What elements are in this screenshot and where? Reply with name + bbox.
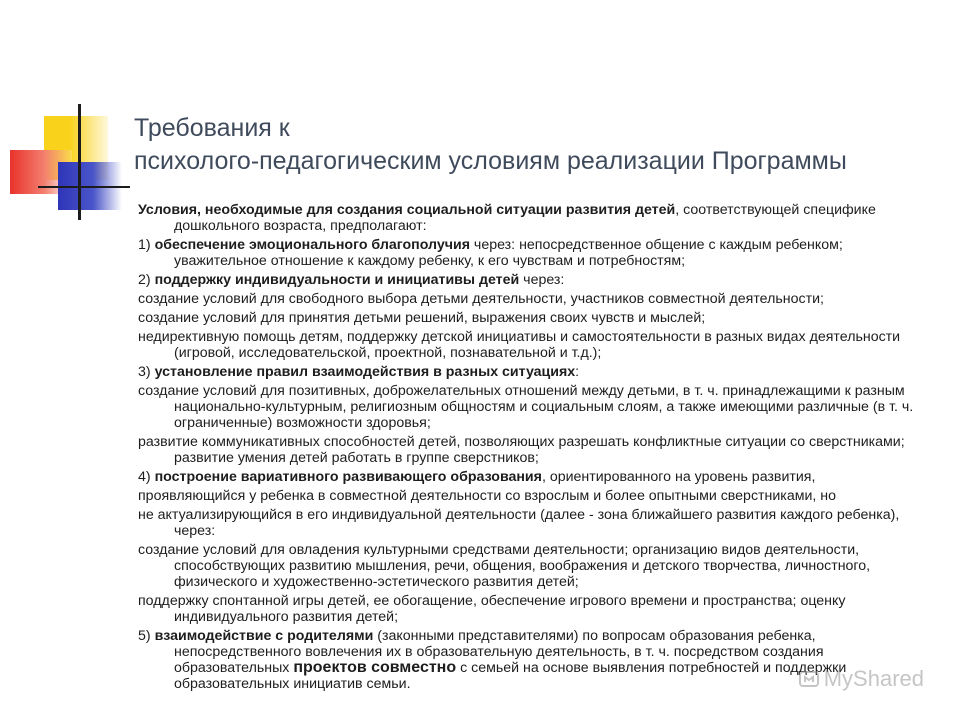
paragraph-text: развитие коммуникативных способностей детей, позволяющих разрешать конфликтные ситуации со сверстниками; развитие умения детей работать в группе сверстников; xyxy=(138,434,905,466)
body-paragraph xyxy=(138,310,938,326)
decor-horizontal-line xyxy=(38,186,130,188)
paragraph-text: 2) xyxy=(138,272,155,288)
paragraph-text: недирективную помощь детям, поддержку детской инициативы и самостоятельности в разных видах деятельности (игровой, исследовательской, проектной, познавательной и т.д.); xyxy=(138,329,901,361)
bold-text: проектов совместно xyxy=(293,659,457,676)
paragraph-text: создание условий для позитивных, доброжелательных отношений между детьми, в т. ч. принадлежащими к разным национально-культурным, религиозным общностям и социальным слоям, а также имеющими различные (в т. ч. ограниченные) возможности здоровья; xyxy=(138,383,914,431)
decor-vertical-line xyxy=(78,104,81,220)
paragraph-text: проявляющийся у ребенка в совместной деятельности со взрослым и более опытными сверстниками, но xyxy=(138,488,836,504)
paragraph-text: 3) xyxy=(138,364,155,380)
watermark xyxy=(798,666,924,692)
body-paragraph xyxy=(138,593,938,625)
paragraph-text: создание условий для свободного выбора детьми деятельности, участников совместной деятельности; xyxy=(138,291,824,307)
body-paragraph xyxy=(138,488,938,504)
body-paragraph xyxy=(138,202,938,234)
paragraph-text: через: xyxy=(519,272,565,288)
body-paragraph xyxy=(138,272,938,288)
bold-text: построение вариативного развивающего образования xyxy=(154,469,542,485)
paragraph-text: создание условий для принятия детьми решений, выражения своих чувств и мыслей; xyxy=(138,310,706,326)
paragraph-text: не актуализирующийся в его индивидуальной деятельности (далее - зона ближайшего развития каждого ребенка), через: xyxy=(138,507,900,539)
bold-text: Условия, необходимые для создания социальной ситуации развития детей xyxy=(138,202,676,218)
paragraph-text: , соответствующей специфике дошкольного возраста, предполагают: xyxy=(174,202,876,234)
slide-body xyxy=(138,202,938,695)
paragraph-text: (законными представителями) по вопросам образования ребенка, непосредственного вовлечения их в образовательную деятельность, в т. ч. посредством создания образовательных xyxy=(174,628,824,676)
paragraph-text: поддержку спонтанной игры детей, ее обогащение, обеспечение игрового времени и пространства; оценку индивидуального развития детей; xyxy=(138,593,846,625)
body-paragraph xyxy=(138,507,938,539)
body-paragraph xyxy=(138,434,938,466)
paragraph-text: с семьей на основе выявления потребностей и поддержки образовательных инициатив семьи. xyxy=(174,660,847,692)
bold-text: установление правил взаимодействия в разных ситуациях xyxy=(154,364,576,380)
paragraph-text: 4) xyxy=(138,469,155,485)
body-paragraph xyxy=(138,237,938,269)
bold-text: поддержку индивидуальности и инициативы детей xyxy=(154,272,520,288)
watermark-logo-icon xyxy=(798,668,820,690)
body-paragraph xyxy=(138,469,938,485)
body-paragraph xyxy=(138,542,938,590)
paragraph-text: через: непосредственное общение с каждым ребенком; уважительное отношение к каждому ребенку, к его чувствам и потребностям; xyxy=(174,237,843,269)
slide-title xyxy=(134,112,934,178)
body-paragraph xyxy=(138,383,938,431)
bold-text: обеспечение эмоционального благополучия xyxy=(154,237,470,253)
slide-title-line-2: психолого-педагогическим условиям реализации Программы xyxy=(134,147,847,175)
watermark-text: MyShared xyxy=(823,666,924,691)
bold-text: взаимодействие с родителями xyxy=(154,628,374,644)
body-paragraph xyxy=(138,291,938,307)
paragraph-text: 1) xyxy=(138,237,155,253)
paragraph-text: 5) xyxy=(138,628,155,644)
body-paragraph xyxy=(138,364,938,380)
paragraph-text: : xyxy=(575,364,580,380)
slide-title-line-1: Требования к xyxy=(134,114,290,142)
body-paragraph xyxy=(138,329,938,361)
paragraph-text: создание условий для овладения культурными средствами деятельности; организацию видов деятельности, способствующих развитию мышления, речи, общения, воображения и детского творчества, личностного, физического и художественно-эстетического развития детей; xyxy=(138,542,871,590)
paragraph-text: , ориентированного на уровень развития, xyxy=(541,469,816,485)
